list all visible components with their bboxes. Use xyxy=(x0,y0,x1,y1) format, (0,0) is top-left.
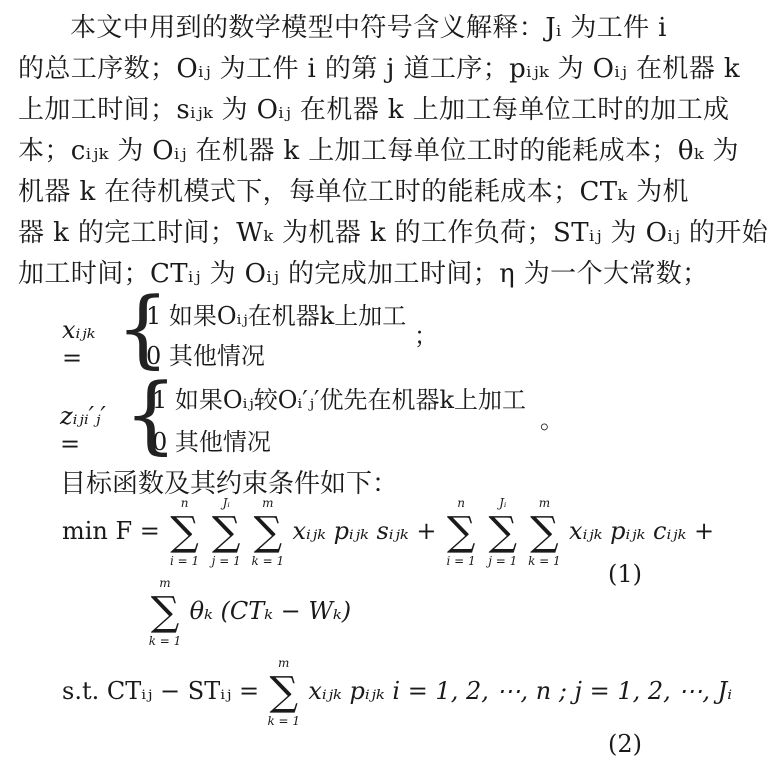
piecewise-x-case1: 1 如果Oᵢⱼ在机器k上加工 xyxy=(146,302,407,330)
paragraph-line: 的总工序数；Oᵢⱼ 为工件 i 的第 j 道工序；pᵢⱼₖ 为 Oᵢⱼ 在机器 k xyxy=(18,54,740,84)
sum-i-symbol: n ∑ i = 1 xyxy=(444,512,478,552)
paragraph-line: 本文中用到的数学模型中符号含义解释：Jᵢ 为工件 i xyxy=(70,13,667,43)
sum-j-symbol: Jᵢ ∑ j = 1 xyxy=(209,512,243,552)
sum-i-lower: i = 1 xyxy=(169,554,200,568)
sum-k-upper: m xyxy=(278,656,290,670)
equation-2-number: (2) xyxy=(608,730,642,758)
sum-k-upper: m xyxy=(538,496,551,510)
brace-symbol: { xyxy=(124,365,178,463)
eq1-term3: θₖ (CTₖ − Wₖ) xyxy=(189,597,352,625)
notation-paragraph xyxy=(18,8,768,295)
paragraph-line: 器 k 的完工时间；Wₖ 为机器 k 的工作负荷；STᵢⱼ 为 Oᵢⱼ 的开始 xyxy=(18,218,768,248)
sum-k-lower: k = 1 xyxy=(148,634,182,648)
sum-j-upper: Jᵢ xyxy=(499,496,507,510)
eq2-term: xᵢⱼₖ pᵢⱼₖ i = 1, 2, ⋯, n ; j = 1, 2, ⋯, Jᵢ xyxy=(308,677,733,705)
sum-k-symbol: m ∑ k = 1 xyxy=(251,496,285,568)
piecewise-z-terminator: 。 xyxy=(540,406,564,434)
sum-k-symbol: m ∑ k = 1 xyxy=(528,496,561,568)
eq1-term2: xᵢⱼₖ pᵢⱼₖ cᵢⱼₖ + xyxy=(569,517,715,545)
eq2-prefix: s.t. CTᵢⱼ − STᵢⱼ = xyxy=(62,677,260,705)
paragraph-line: 上加工时间；sᵢⱼₖ 为 Oᵢⱼ 在机器 k 上加工每单位工时的加工成 xyxy=(18,95,730,125)
sum-j-lower: j = 1 xyxy=(488,554,518,568)
paragraph-line: 本；cᵢⱼₖ 为 Oᵢⱼ 在机器 k 上加工每单位工时的能耗成本；θₖ 为 xyxy=(18,136,739,166)
piecewise-x-lhs: xᵢⱼₖ = xyxy=(62,316,96,372)
sum-k-upper: m xyxy=(262,496,274,510)
sum-i-upper: n xyxy=(180,496,189,510)
sum-j-symbol: Jᵢ ∑ j = 1 xyxy=(486,512,520,552)
sum-k-lower: k = 1 xyxy=(251,554,285,568)
piecewise-z-case1: 1 如果Oᵢⱼ较Oᵢ′ⱼ′优先在机器k上加工 xyxy=(152,386,527,414)
piecewise-x-terminator: ； xyxy=(414,322,438,350)
eq1-term1: xᵢⱼₖ pᵢⱼₖ sᵢⱼₖ + xyxy=(292,517,437,545)
sum-k-symbol: m ∑ k = 1 xyxy=(148,576,182,648)
equation-1 xyxy=(62,496,715,568)
paragraph-line: 机器 k 在待机模式下，每单位工时的能耗成本；CTₖ 为机 xyxy=(18,177,689,207)
piecewise-z-case2: 0 其他情况 xyxy=(152,428,271,456)
brace-symbol: { xyxy=(116,279,170,377)
objective-intro: 目标函数及其约束条件如下： xyxy=(60,469,399,499)
eq1-prefix: min F = xyxy=(62,517,160,545)
equation-1-number: (1) xyxy=(608,560,642,588)
sum-k-lower: k = 1 xyxy=(528,554,561,568)
equation-1-line2 xyxy=(148,576,352,648)
sum-i-upper: n xyxy=(457,496,465,510)
paragraph-line: 加工时间；CTᵢⱼ 为 Oᵢⱼ 的完成加工时间；η 为一个大常数； xyxy=(18,259,709,289)
sum-i-symbol: n ∑ i = 1 xyxy=(168,512,202,552)
sum-j-lower: j = 1 xyxy=(211,554,241,568)
sum-k-lower: k = 1 xyxy=(267,714,301,728)
sum-i-lower: i = 1 xyxy=(446,554,476,568)
sum-j-upper: Jᵢ xyxy=(222,496,230,510)
equation-2 xyxy=(62,656,733,728)
sum-k-upper: m xyxy=(159,576,171,590)
piecewise-x-case2: 0 其他情况 xyxy=(146,342,265,370)
sum-k-symbol: m ∑ k = 1 xyxy=(267,656,301,728)
piecewise-z-lhs: zᵢⱼᵢ′ⱼ′ = xyxy=(60,402,106,458)
